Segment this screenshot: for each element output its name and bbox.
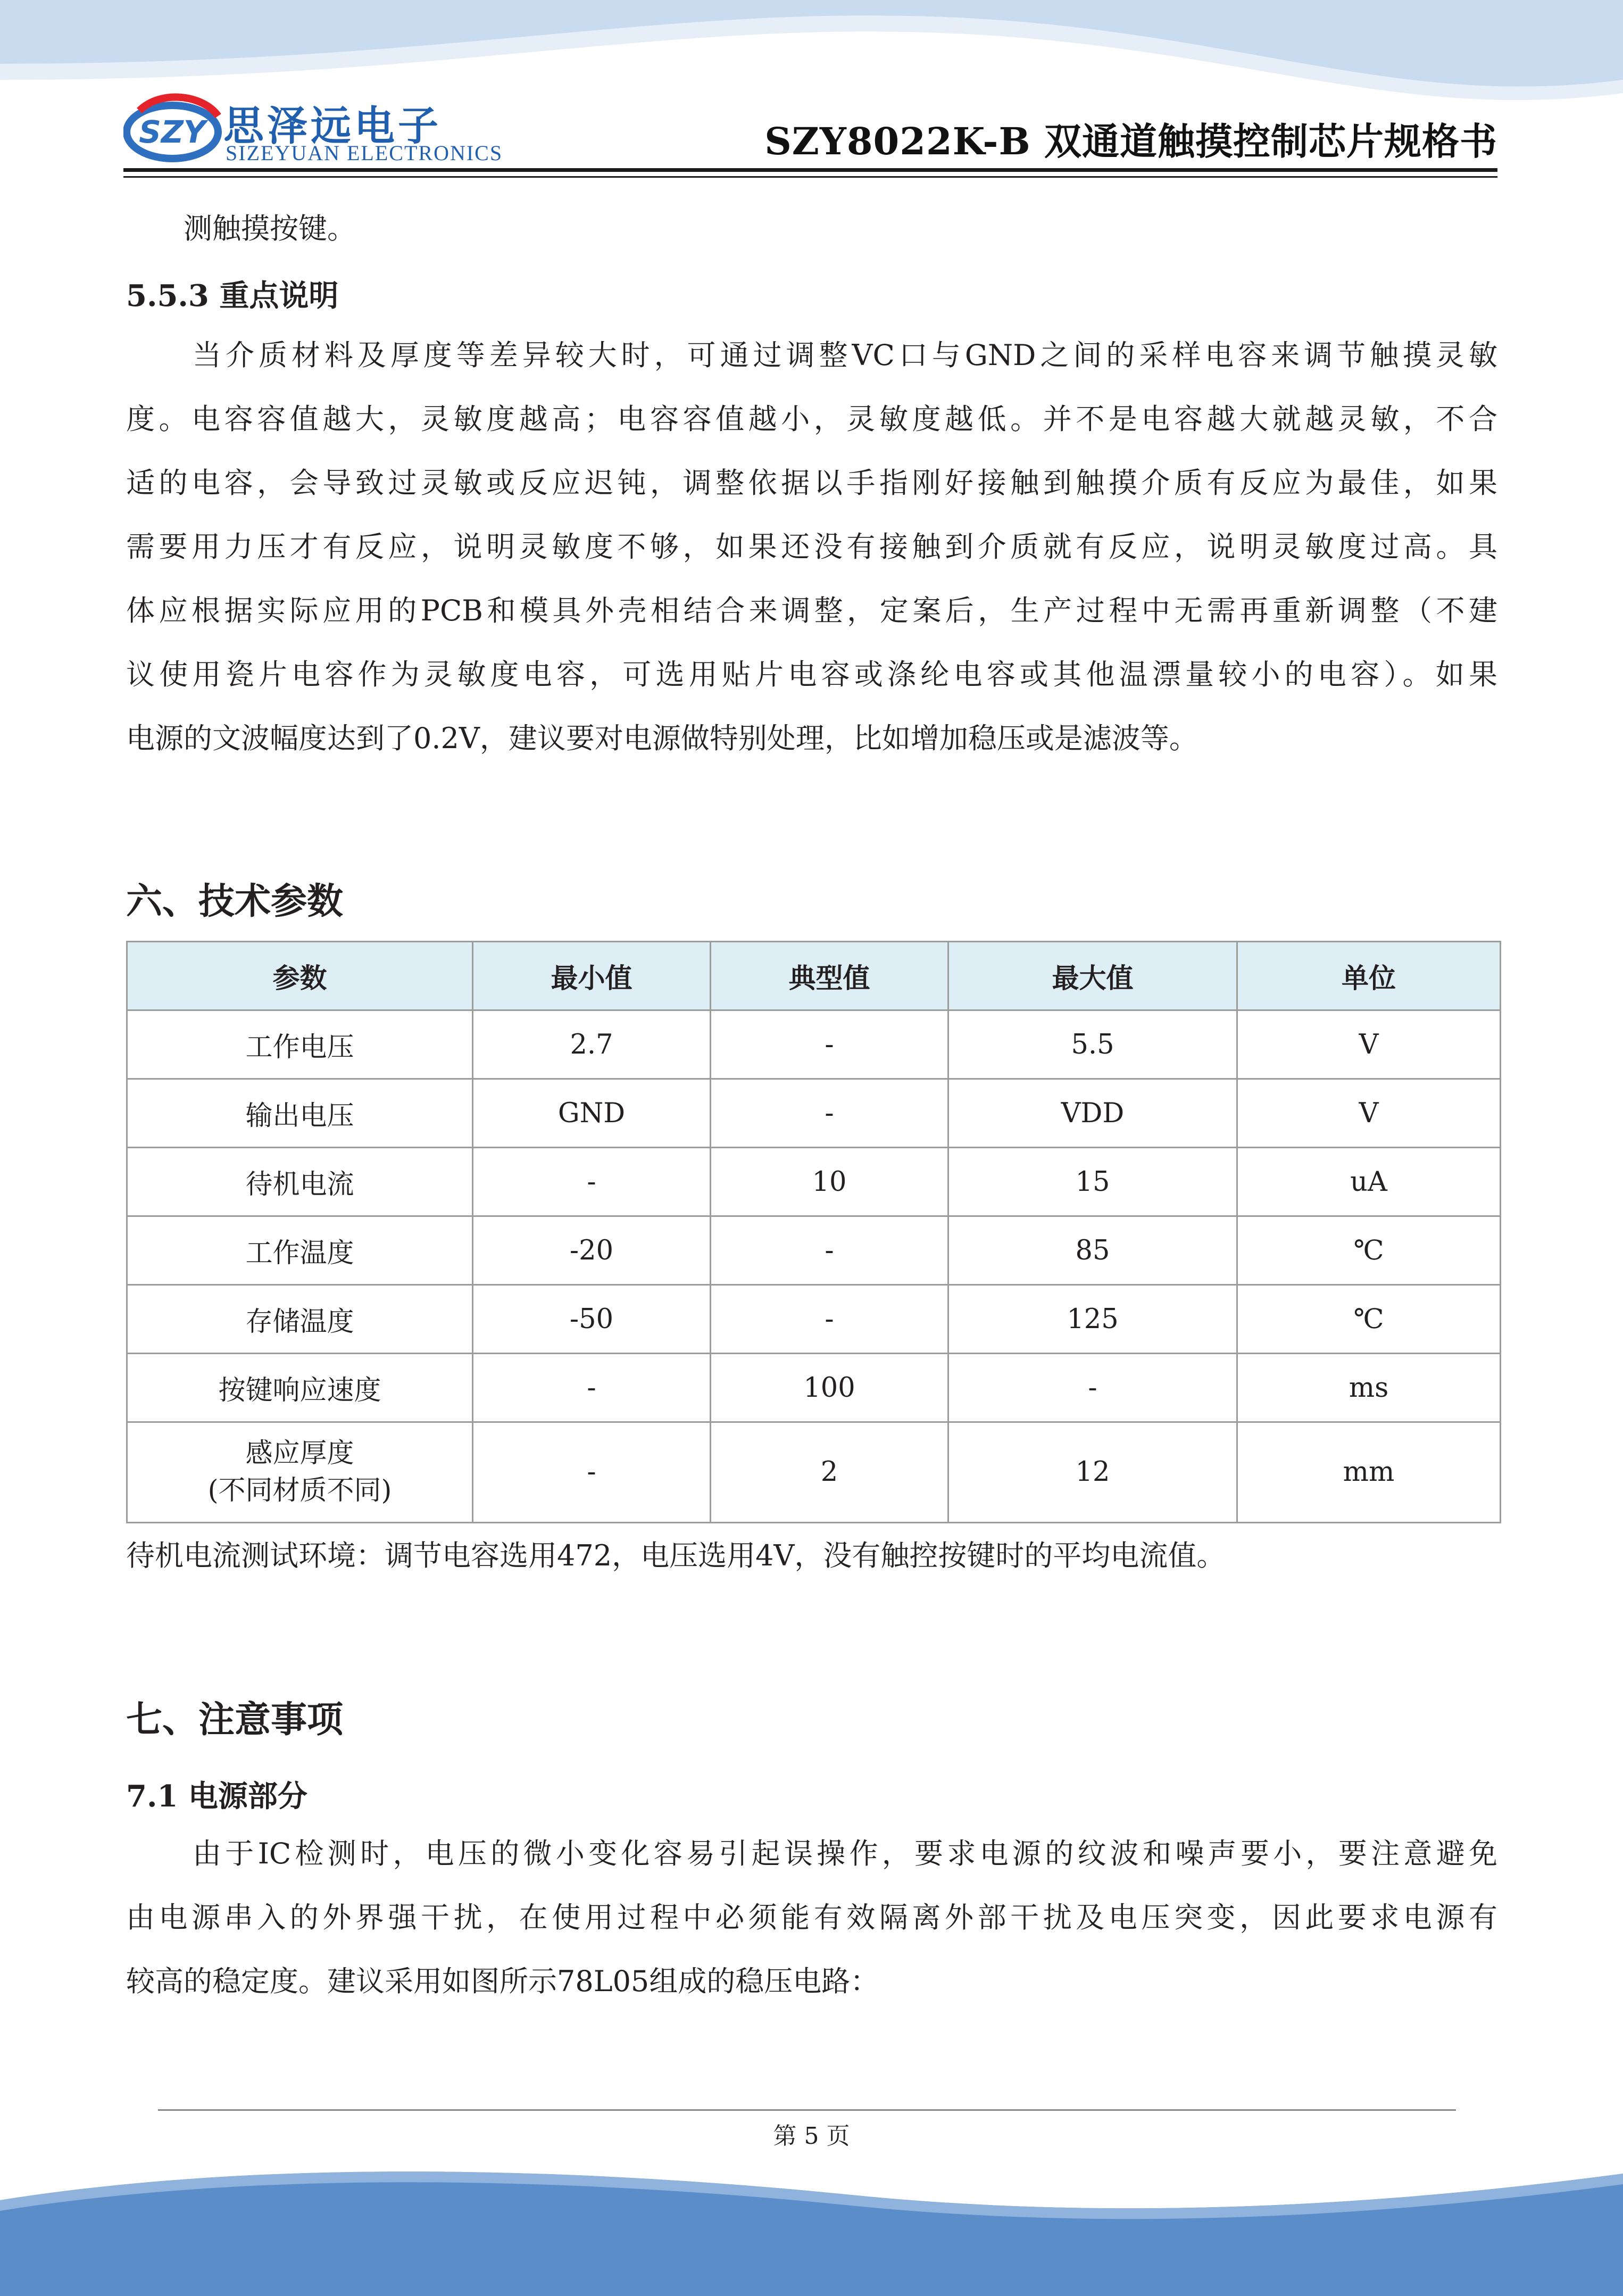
table-cell: 5.5 bbox=[948, 1010, 1237, 1079]
column-header: 典型值 bbox=[711, 942, 948, 1010]
column-header: 单位 bbox=[1237, 942, 1501, 1010]
continuation-paragraph bbox=[126, 197, 1497, 261]
table-cell: mm bbox=[1237, 1422, 1501, 1523]
table-cell: 2 bbox=[711, 1422, 948, 1523]
section-heading-5-5-3: 5.5.3 重点说明 bbox=[126, 278, 339, 313]
table-cell: 85 bbox=[948, 1216, 1237, 1285]
column-header: 最大值 bbox=[948, 942, 1237, 1010]
text-line: 体应根据实际应用的PCB和模具外壳相结合来调整，定案后，生产过程中无需再重新调整（不建 bbox=[126, 594, 1497, 627]
param-note: (不同材质不同) bbox=[207, 1475, 392, 1506]
footer-rule bbox=[158, 2109, 1456, 2111]
param-name: 感应厚度 bbox=[245, 1438, 354, 1469]
logo-chinese-name: 思泽远电子 bbox=[223, 102, 442, 150]
table-cell: 工作电压 bbox=[127, 1010, 473, 1079]
table-cell: V bbox=[1237, 1010, 1501, 1079]
table-cell: - bbox=[948, 1354, 1237, 1422]
header-rule-thin bbox=[123, 176, 1497, 178]
header-rule bbox=[123, 168, 1497, 172]
table-cell: - bbox=[711, 1216, 948, 1285]
table-cell: - bbox=[473, 1148, 711, 1216]
table-cell: 10 bbox=[711, 1148, 948, 1216]
table-row bbox=[127, 1079, 1501, 1148]
table-row bbox=[127, 1148, 1501, 1216]
logo-english-name: SIZEYUAN ELECTRONICS bbox=[226, 141, 503, 165]
table-cell: 按键响应速度 bbox=[127, 1354, 473, 1422]
technical-parameters-table bbox=[126, 941, 1501, 1523]
table-cell: 存储温度 bbox=[127, 1285, 473, 1354]
document-title: SZY8022K-B 双通道触摸控制芯片规格书 bbox=[764, 119, 1497, 163]
table-cell: -20 bbox=[473, 1216, 711, 1285]
table-row bbox=[127, 1354, 1501, 1422]
table-cell: ℃ bbox=[1237, 1285, 1501, 1354]
column-header: 最小值 bbox=[473, 942, 711, 1010]
table-header-row bbox=[127, 942, 1501, 1010]
text-line: 待机电流测试环境：调节电容选用472，电压选用4V，没有触控按键时的平均电流值。 bbox=[126, 1539, 1226, 1572]
section-heading-7: 七、注意事项 bbox=[126, 1698, 344, 1741]
table-cell: -50 bbox=[473, 1285, 711, 1354]
company-logo bbox=[123, 89, 503, 175]
footer-wave bbox=[0, 2163, 1623, 2296]
table-row bbox=[127, 1285, 1501, 1354]
szy-logo-icon bbox=[123, 89, 224, 169]
table-note bbox=[126, 1524, 1497, 1588]
table-cell: - bbox=[711, 1285, 948, 1354]
text-line: 度。电容容值越大，灵敏度越高；电容容值越小，灵敏度越低。并不是电容越大就越灵敏，不合 bbox=[126, 402, 1497, 436]
text-line: 较高的稳定度。建议采用如图所示78L05组成的稳压电路： bbox=[126, 1965, 879, 1998]
table-row bbox=[127, 1216, 1501, 1285]
table-cell: 2.7 bbox=[473, 1010, 711, 1079]
table-cell: 100 bbox=[711, 1354, 948, 1422]
table-cell: ms bbox=[1237, 1354, 1501, 1422]
text-line: 电源的文波幅度达到了0.2V，建议要对电源做特别处理，比如增加稳压或是滤波等。 bbox=[126, 722, 1198, 755]
section-heading-7-1: 7.1 电源部分 bbox=[126, 1779, 307, 1814]
table-row bbox=[127, 1422, 1501, 1523]
text-line: 测触摸按键。 bbox=[184, 212, 356, 245]
text-line: 由于IC检测时，电压的微小变化容易引起误操作，要求电源的纹波和噪声要小，要注意避免 bbox=[193, 1837, 1497, 1870]
text-line: 议使用瓷片电容作为灵敏度电容，可选用贴片电容或涤纶电容或其他温漂量较小的电容）。如果 bbox=[126, 658, 1497, 691]
page-number: 第 5 页 bbox=[773, 2123, 850, 2150]
table-cell: - bbox=[711, 1079, 948, 1148]
table-cell: 15 bbox=[948, 1148, 1237, 1216]
table-cell: 工作温度 bbox=[127, 1216, 473, 1285]
table-cell: V bbox=[1237, 1079, 1501, 1148]
text-line: 当介质材料及厚度等差异较大时，可通过调整VC口与GND之间的采样电容来调节触摸灵敏 bbox=[193, 338, 1497, 372]
table-cell: - bbox=[473, 1354, 711, 1422]
table-cell: - bbox=[473, 1422, 711, 1523]
text-line: 需要用力压才有反应，说明灵敏度不够，如果还没有接触到介质就有反应，说明灵敏度过高。具 bbox=[126, 530, 1497, 563]
table-cell: GND bbox=[473, 1079, 711, 1148]
text-line: 适的电容，会导致过灵敏或反应迟钝，调整依据以手指刚好接触到触摸介质有反应为最佳，如果 bbox=[126, 466, 1497, 500]
table-cell: uA bbox=[1237, 1148, 1501, 1216]
table-cell bbox=[127, 1422, 473, 1523]
table-cell: 12 bbox=[948, 1422, 1237, 1523]
section-heading-6: 六、技术参数 bbox=[126, 880, 344, 923]
section-7-1-paragraph bbox=[126, 1822, 1497, 2013]
table-cell: ℃ bbox=[1237, 1216, 1501, 1285]
table-cell: 125 bbox=[948, 1285, 1237, 1354]
table-row bbox=[127, 1010, 1501, 1079]
logo-mark: SZY bbox=[139, 114, 206, 150]
column-header: 参数 bbox=[127, 942, 473, 1010]
table-cell: 输出电压 bbox=[127, 1079, 473, 1148]
table-cell: 待机电流 bbox=[127, 1148, 473, 1216]
table-cell: VDD bbox=[948, 1079, 1237, 1148]
text-line: 由电源串入的外界强干扰，在使用过程中必须能有效隔离外部干扰及电压突变，因此要求电源有 bbox=[126, 1901, 1497, 1934]
table-cell: - bbox=[711, 1010, 948, 1079]
section-5-5-3-paragraph bbox=[126, 324, 1497, 770]
